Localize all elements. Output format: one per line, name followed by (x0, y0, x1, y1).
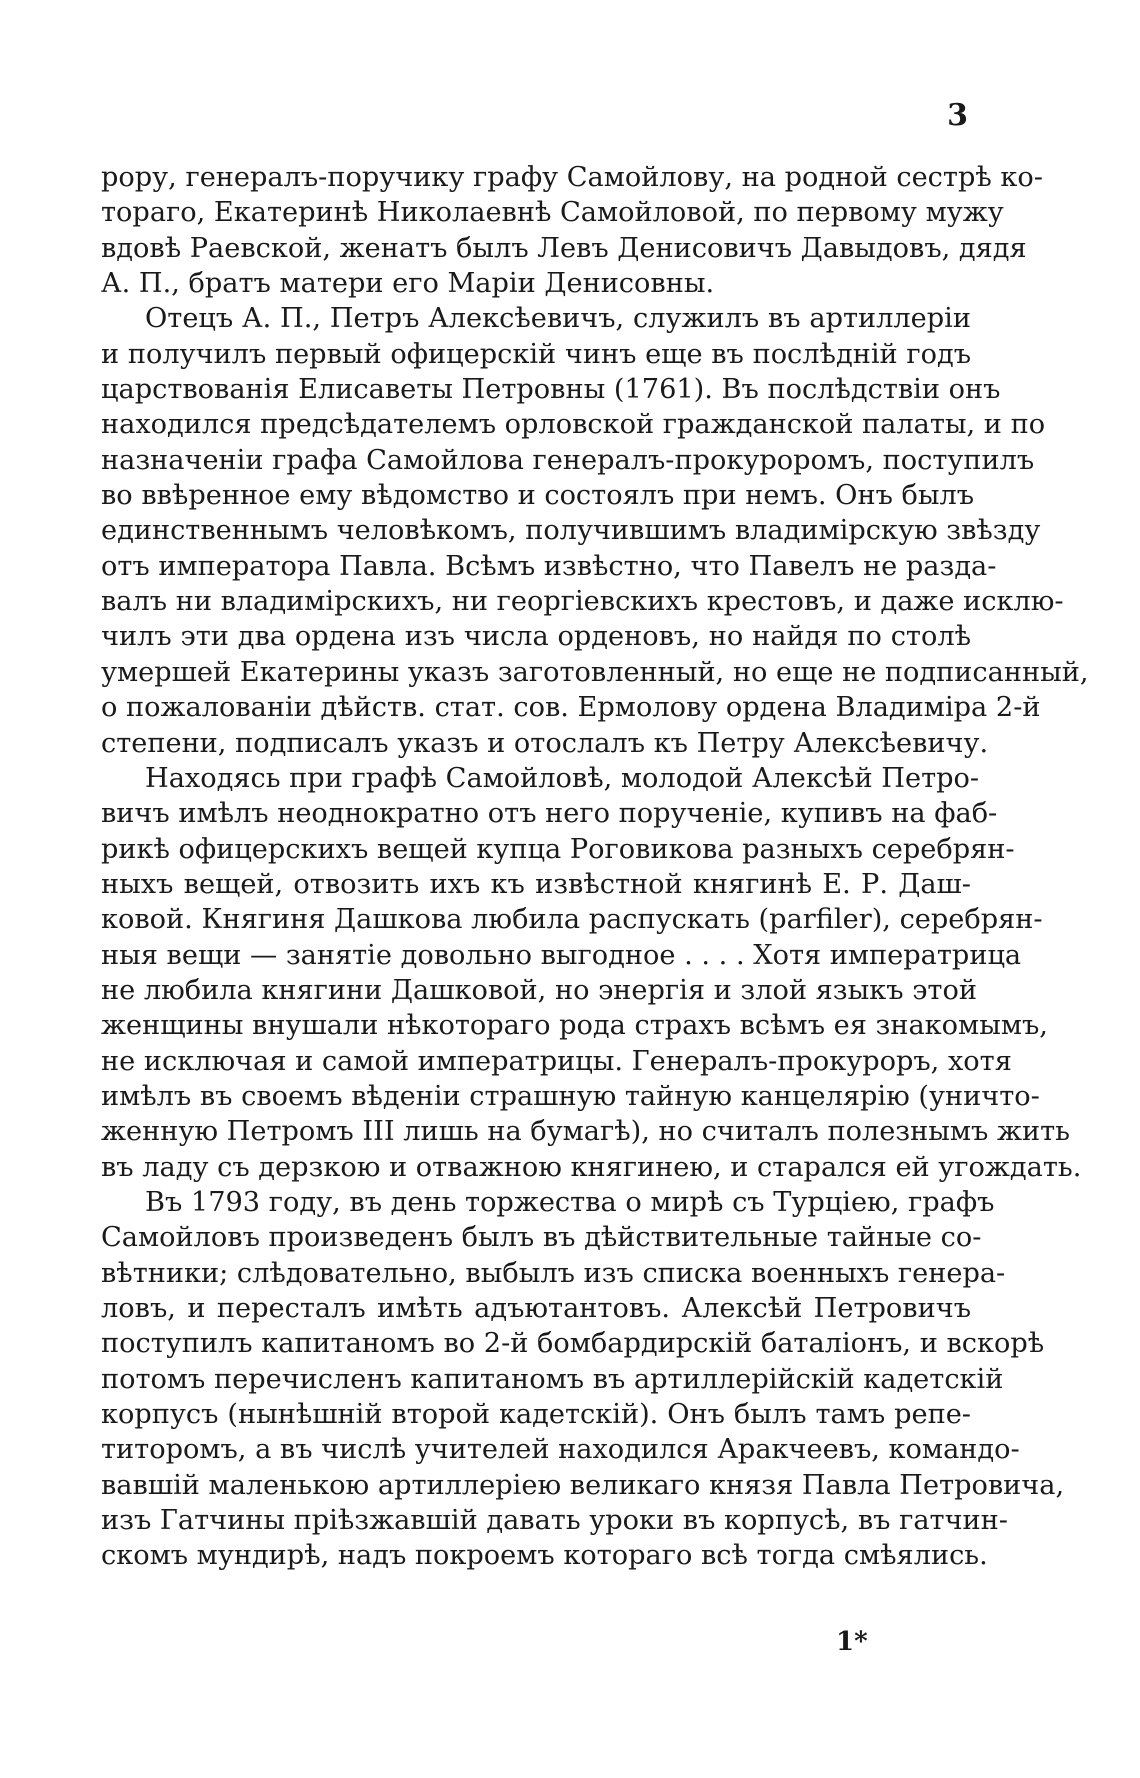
text-line: Отецъ А. П., Петръ Алексѣевичъ, служилъ въ артиллеріи (145, 303, 971, 335)
text-line: ковой. Княгиня Дашкова любила распускать (parfiler), серебрян- (101, 904, 1043, 936)
text-line: поступилъ капитаномъ во 2-й бомбардирскій баталіонъ, и вскорѣ (101, 1328, 1045, 1360)
text-line: рору, генералъ-поручику графу Самойлову, на родной сестрѣ ко- (101, 162, 1043, 193)
text-line: титоромъ, а въ числѣ учителей находился Аракчеевъ, командо- (101, 1434, 1020, 1466)
text-line: А. П., братъ матери его Маріи Денисовны. (101, 268, 715, 300)
text-line: во ввѣренное ему вѣдомство и состоялъ при немъ. Онъ былъ (101, 480, 975, 512)
text-line: находился предсѣдателемъ орловской гражданской палаты, и по (101, 409, 1046, 441)
text-line: валъ ни владимірскихъ, ни георгіевскихъ крестовъ, и даже исклю- (101, 586, 1064, 618)
text-line: скомъ мундирѣ, надъ покроемъ котораго всѣ тогда смѣялись. (101, 1540, 988, 1572)
text-line: тораго, Екатеринѣ Николаевнѣ Самойловой, по первому мужу (101, 197, 1004, 229)
text-line: ловъ, и пересталъ имѣть адъютантовъ. Алексѣй Петровичъ (101, 1293, 971, 1324)
text-line: умершей Екатерины указъ заготовленный, но еще не подписанный, (101, 656, 1089, 688)
text-line: женщины внушали нѣкотораго рода страхъ всѣмъ ея знакомымъ, (101, 1010, 1048, 1042)
text-line: корпусъ (нынѣшній второй кадетскій). Онъ былъ тамъ репе- (101, 1399, 971, 1431)
text-line: степени, подписалъ указъ и отослалъ къ Петру Алексѣевичу. (101, 727, 989, 759)
text-line: не любила княгини Дашковой, но энергія и злой языкъ этой (101, 974, 977, 1006)
text-line: рикѣ офицерскихъ вещей купца Роговикова разныхъ серебрян- (101, 833, 1015, 865)
text-line: и получилъ первый офицерскій чинъ еще въ послѣдній годъ (101, 338, 971, 370)
text-line: имѣлъ въ своемъ вѣденіи страшную тайную канцелярію (уничто- (101, 1080, 1040, 1112)
text-line: вавшій маленькою артиллеріею великаго князя Павла Петровича, (101, 1469, 1065, 1501)
text-line: единственнымъ человѣкомъ, получившимъ владимірскую звѣзду (101, 515, 1041, 547)
text-line: отъ императора Павла. Всѣмъ извѣстно, что Павелъ не разда- (101, 550, 997, 582)
text-line: чилъ эти два ордена изъ числа орденовъ, но найдя по столѣ (101, 621, 971, 653)
text-line: Въ 1793 году, въ день торжества о мирѣ съ Турціею, графъ (145, 1186, 995, 1218)
text-line: царствованія Елисаветы Петровны (1761). Въ послѣдствіи онъ (101, 374, 1001, 406)
text-line: въ ладу съ дерзкою и отважною княгинею, и старался ей угождать. (101, 1151, 1082, 1183)
text-line: ныхъ вещей, отвозить ихъ къ извѣстной княгинѣ Е. Р. Даш- (101, 868, 971, 900)
text-line: изъ Гатчины пріѣзжавшій давать уроки въ корпусѣ, въ гатчин- (101, 1505, 1008, 1537)
text-line: назначеніи графа Самойлова генералъ-прокуроромъ, поступилъ (101, 444, 1035, 476)
text-line: Находясь при графѣ Самойловѣ, молодой Алексѣй Петро- (145, 762, 980, 794)
text-line: не исключая и самой императрицы. Генералъ-прокуроръ, хотя (101, 1045, 1012, 1077)
signature-mark: 1* (836, 1627, 868, 1657)
text-line: вѣтники; слѣдовательно, выбылъ изъ списка военныхъ генера- (101, 1257, 1006, 1289)
text-line: Самойловъ произведенъ былъ въ дѣйствительные тайные со- (101, 1222, 982, 1254)
text-line: о пожалованіи дѣйств. стат. сов. Ермолову ордена Владиміра 2-й (101, 692, 1041, 724)
page-number: 3 (947, 98, 968, 133)
text-line: женную Петромъ III лишь на бумагѣ), но считалъ полезнымъ жить (101, 1116, 1070, 1148)
text-line: ныя вещи — занятіе довольно выгодное . . . . Хотя императрица (101, 939, 1022, 971)
text-line: вдовѣ Раевской, женатъ былъ Левъ Денисовичъ Давыдовъ, дядя (101, 232, 1027, 264)
text-line: вичъ имѣлъ неоднократно отъ него порученіе, купивъ на фаб- (101, 798, 998, 830)
body-text (101, 160, 1089, 1574)
text-line: потомъ перечисленъ капитаномъ въ артиллерійскій кадетскій (101, 1363, 1004, 1395)
